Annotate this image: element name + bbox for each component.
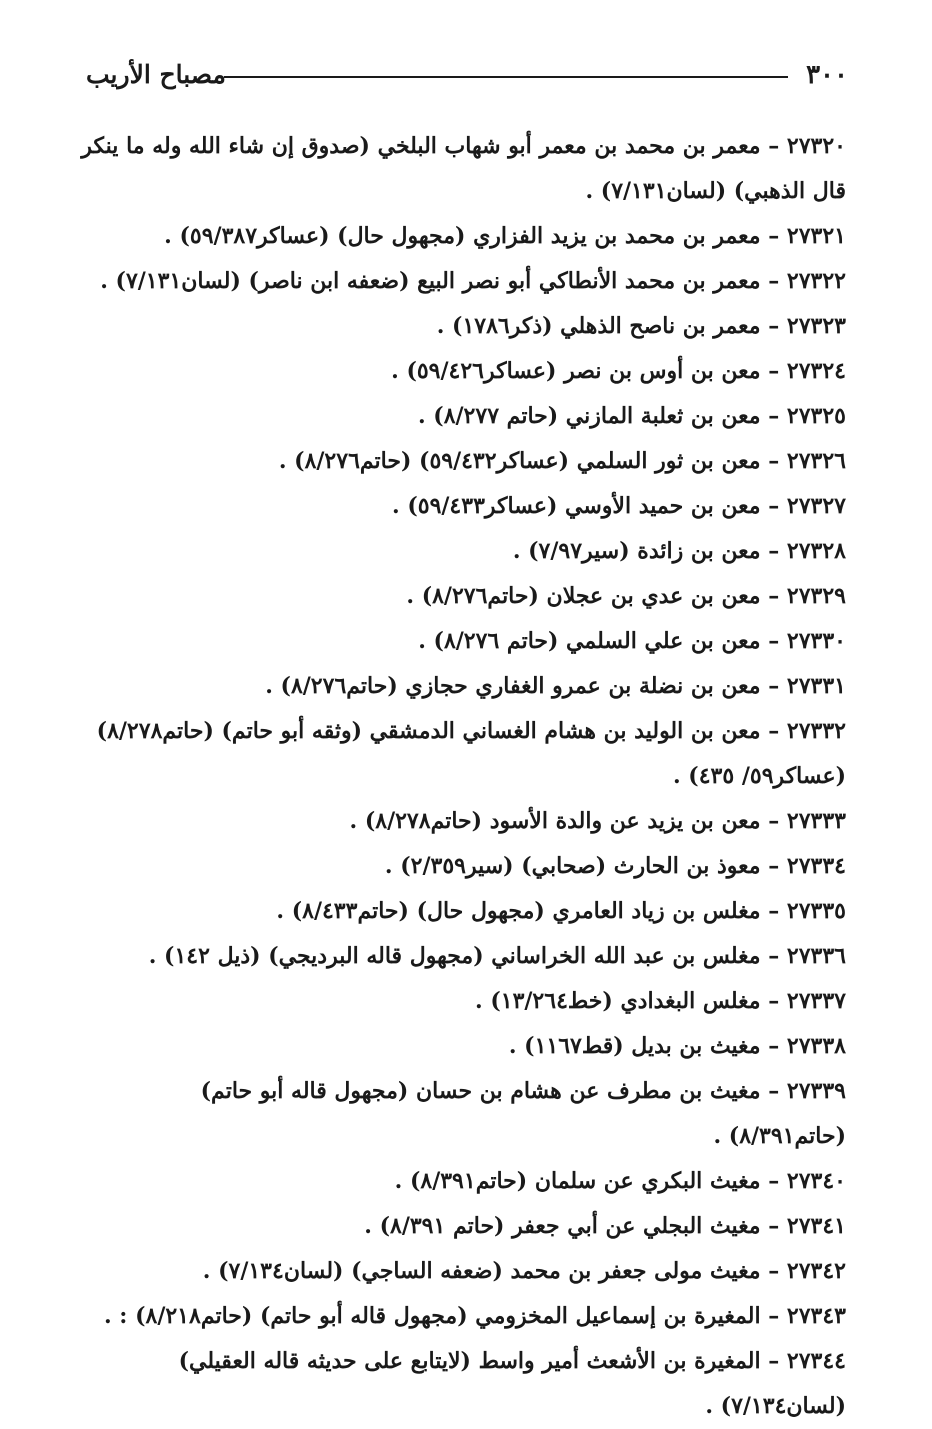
entry-text: ٢٧٣٣٦ – مغلس بن عبد الله الخراساني (مجهول قاله البرديجي) (ذيل ١٤٢) . bbox=[148, 943, 846, 969]
entry-text: ٢٧٣٣٠ – معن بن علي السلمي (حاتم ٨/٢٧٦) . bbox=[418, 628, 846, 654]
list-item bbox=[76, 349, 846, 394]
book-title: مصباح الأريب bbox=[86, 60, 226, 89]
list-item bbox=[76, 709, 846, 799]
list-item bbox=[76, 439, 846, 484]
entry-text: ٢٧٣٢٢ – معمر بن محمد الأنطاكي أبو نصر البيع (ضعفه ابن ناصر) (لسان٧/١٣١) . bbox=[100, 268, 846, 294]
list-item bbox=[76, 124, 846, 214]
entry-text: ٢٧٣٤٣ – المغيرة بن إسماعيل المخزومي (مجهول قاله أبو حاتم) (حاتم٨/٢١٨) : . bbox=[103, 1303, 846, 1329]
entry-text: ٢٧٣٢٤ – معن بن أوس بن نصر (عساكر٥٩/٤٢٦) . bbox=[391, 358, 846, 384]
list-item bbox=[76, 1204, 846, 1249]
entry-text: ٢٧٣٤١ – مغيث البجلي عن أبي جعفر (حاتم ٨/٣٩١) . bbox=[364, 1213, 846, 1239]
list-item bbox=[76, 889, 846, 934]
list-item bbox=[76, 1069, 846, 1159]
entry-text: ٢٧٣٣٨ – مغيث بن بديل (قط١١٦٧) . bbox=[508, 1033, 846, 1059]
entry-text: ٢٧٣٢٠ – معمر بن محمد بن معمر أبو شهاب البلخي (صدوق إن شاء الله وله ما ينكر قال الذهبي) (لسان٧/١٣١) . bbox=[81, 133, 846, 204]
entry-text: ٢٧٣٣٢ – معن بن الوليد بن هشام الغساني الدمشقي (وثقه أبو حاتم) (حاتم٨/٢٧٨) (عساكر٥٩/ ٤٣٥) . bbox=[96, 718, 846, 789]
list-item bbox=[76, 1024, 846, 1069]
entry-text: ٢٧٣٤٢ – مغيث مولى جعفر بن محمد (ضعفه الساجي) (لسان٧/١٣٤) . bbox=[202, 1258, 846, 1284]
header-rule bbox=[224, 76, 788, 78]
list-item bbox=[76, 844, 846, 889]
entry-text: ٢٧٣٣٧ – مغلس البغدادي (خط١٣/٢٦٤) . bbox=[475, 988, 846, 1014]
entry-text: ٢٧٣٢١ – معمر بن محمد بن يزيد الفزاري (مجهول حال) (عساكر٥٩/٣٨٧) . bbox=[164, 223, 846, 249]
entry-text: ٢٧٣٢٩ – معن بن عدي بن عجلان (حاتم٨/٢٧٦) . bbox=[406, 583, 846, 609]
entry-list bbox=[76, 124, 846, 1429]
entry-text: ٢٧٣٢٨ – معن بن زائدة (سير٧/٩٧) . bbox=[512, 538, 846, 564]
list-item bbox=[76, 619, 846, 664]
list-item bbox=[76, 574, 846, 619]
entry-text: ٢٧٣٣٤ – معوذ بن الحارث (صحابي) (سير٢/٣٥٩) . bbox=[384, 853, 846, 879]
list-item bbox=[76, 1159, 846, 1204]
list-item bbox=[76, 1249, 846, 1294]
page-number: ٣٠٠ bbox=[806, 60, 848, 90]
list-item bbox=[76, 529, 846, 574]
entry-text: ٢٧٣٢٣ – معمر بن ناصح الذهلي (ذكر١٧٨٦) . bbox=[436, 313, 846, 339]
list-item bbox=[76, 394, 846, 439]
entry-text: ٢٧٣٤٤ – المغيرة بن الأشعث أمير واسط (لايتابع على حديثه قاله العقيلي) (لسان٧/١٣٤) . bbox=[178, 1348, 846, 1419]
list-item bbox=[76, 1339, 846, 1429]
page-header bbox=[86, 58, 848, 94]
list-item bbox=[76, 934, 846, 979]
entry-text: ٢٧٣٢٥ – معن بن ثعلبة المازني (حاتم ٨/٢٧٧) . bbox=[417, 403, 846, 429]
list-item bbox=[76, 259, 846, 304]
entry-text: ٢٧٣٣٣ – معن بن يزيد عن والدة الأسود (حاتم٨/٢٧٨) . bbox=[349, 808, 846, 834]
list-item bbox=[76, 304, 846, 349]
list-item bbox=[76, 799, 846, 844]
entry-text: ٢٧٣٣٥ – مغلس بن زياد العامري (مجهول حال) (حاتم٨/٤٣٣) . bbox=[276, 898, 846, 924]
entry-text: ٢٧٣٢٦ – معن بن ثور السلمي (عساكر٥٩/٤٣٢) (حاتم٨/٢٧٦) . bbox=[278, 448, 846, 474]
list-item bbox=[76, 1294, 846, 1339]
list-item bbox=[76, 484, 846, 529]
list-item bbox=[76, 214, 846, 259]
list-item bbox=[76, 664, 846, 709]
list-item bbox=[76, 979, 846, 1024]
entry-text: ٢٧٣٤٠ – مغيث البكري عن سلمان (حاتم٨/٣٩١) . bbox=[394, 1168, 846, 1194]
entry-text: ٢٧٣٣١ – معن بن نضلة بن عمرو الغفاري حجازي (حاتم٨/٢٧٦) . bbox=[265, 673, 846, 699]
entry-text: ٢٧٣٣٩ – مغيث بن مطرف عن هشام بن حسان (مجهول قاله أبو حاتم) (حاتم٨/٣٩١) . bbox=[200, 1078, 846, 1149]
entry-text: ٢٧٣٢٧ – معن بن حميد الأوسي (عساكر٥٩/٤٣٣) . bbox=[392, 493, 846, 519]
